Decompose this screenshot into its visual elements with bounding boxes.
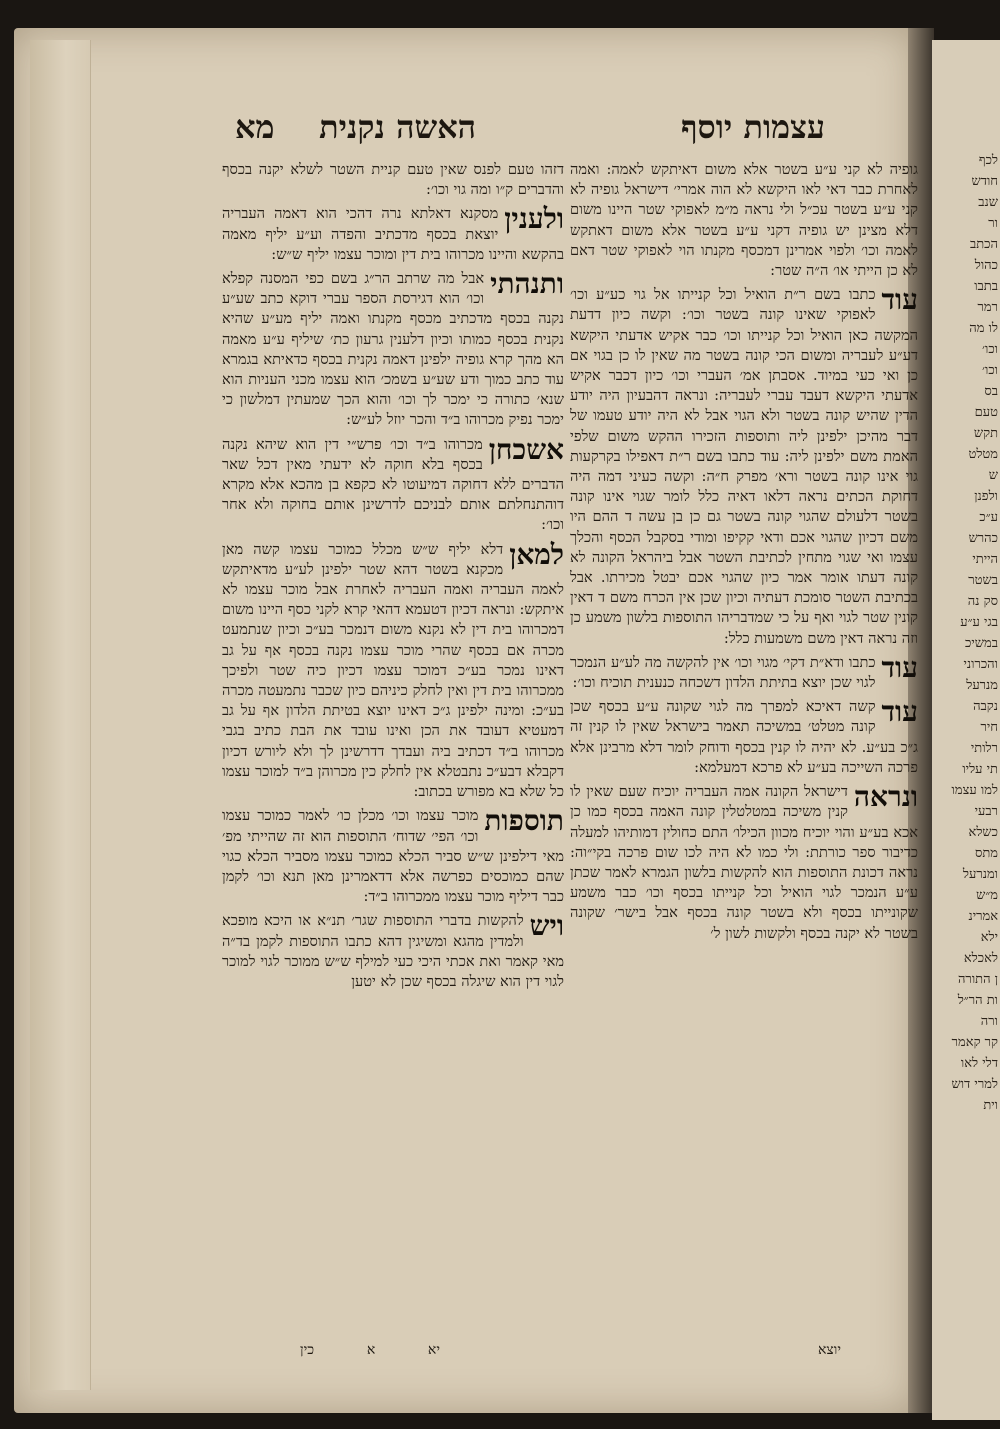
lead-word: ותנהתי	[490, 267, 564, 301]
facing-line: טעם	[974, 405, 998, 420]
lead-word: אשכחן	[488, 432, 564, 466]
facing-line: כהרש	[968, 531, 998, 546]
facing-line: מטלט	[968, 447, 998, 462]
signature-mark: א	[366, 1342, 376, 1358]
facing-line: תקש	[973, 426, 998, 441]
paragraph-text: אבל מה שרתב הר״ג בשם כפי המסנה קפלא וכו׳ הוא דגירסת הספר עברי דוקא כתב שע״ע נקנה בכסף מדכתיב מכסף מקנתו ואמה יליף מע״ע שהיא נקנית בכסף כמותו וכיון דלענין גרעון כת׳ שיליף ע״ע מאמה הא מהך קרא גופיה ילפינן דאמה נקנית בכסף כדאיתא בגמרא עוד כתב כמוך ודע שע״ע בשמכ׳ הוא עצמו מכני העניות הוא שנא׳ כתורה כי ימכר לך וכו׳ והוא הכך שמעתין דמלשון כי ימכר נפיק מכרוהו ב״ד והכר יוזל לע״ש:	[222, 270, 564, 429]
facing-line: במשיכ	[965, 636, 998, 651]
facing-line: הייתי	[972, 552, 998, 567]
facing-line: ור	[988, 216, 998, 231]
paragraph	[570, 650, 918, 693]
lead-word: עוד	[881, 695, 918, 729]
paragraph-text: דישראל הקונה אמה העבריה יוכיח שעם שאין לו קנין משיכה במטלטלין קונה האמה בכסף כמו כן אכא בע״ע והוי יוכיח מכוון הכילו׳ התם כחולין דמותיהו למעלה כדיבור ספר כורתת: ולי כמו לא היה לכו שום פרכה בקי״וה: נראה דכונת התוספות הוא להקשות בלשון הגמרא לאמר שכתן ע״ע הנמכר לגוי הואיל וכל קנייתו בכסף וכו׳ כבר משמע שקונייתו בכסף ולא בשטר קונה בכסף אבל בישר׳ שקונה בשטר לא יקנה בכסף ולקשות לשון ל׳	[570, 783, 918, 942]
facing-line: חודש	[971, 174, 998, 189]
facing-line: ומנרעל	[962, 867, 998, 882]
left-text-column	[222, 160, 564, 1330]
paragraph	[570, 160, 918, 281]
header-left-group	[235, 108, 476, 146]
page-edges	[30, 40, 91, 1390]
facing-line: לכף	[978, 153, 998, 168]
facing-line: לו מה	[969, 321, 998, 336]
facing-line: תי עליו	[962, 762, 998, 777]
paragraph-text: קשה דאיכא למפרך מה לגוי שקונה ע״ע בכסף שכן קונה מטלט׳ במשיכה תאמר בישראל שאין לו קנין זה ג״כ בע״ע. לא יהיה לו קנין בכסף ודוחק לומר דלא מרבינן אלא פרכה השייכה בע״ע לא פרכא דמעלמא:	[570, 698, 918, 776]
signature-mark: יא	[427, 1342, 440, 1358]
header-title-left: האשה נקנית	[319, 108, 477, 146]
facing-line: וכו׳	[981, 363, 998, 378]
facing-line: וית	[983, 1098, 998, 1113]
facing-line: בגי ע״ע	[960, 615, 998, 630]
paragraph-text: דלא יליף ש״ש מכלל כמוכר עצמו קשה מאן מכקנא בשטר דהא שטר ילפינן לע״ע מדאיתקש לאמה העבריה ואמה העבריה לאחרת אבל מוכר עצמו לא איתקש: ונראה דכיון דטעמא דהאי קרא לקני כסף היינו משום דמכרוהו בית דין לא נקנא משום דנמכר בע״כ וכיון שנתמעט מכרה אם בכסף שהרי מוכר עצמו נקנה בכסף אף על גב דאינו נמכר בע״כ דמוכר עצמו דכיון כיה שטר ולפיכך ממכרוהו בית דין ואין לחלק כיניהם כיון שכבר נתמעטה מכרה בע״כ: ומינה ילפינן ג״כ דאינו יוצא בטיתת הלדון אף על גב דמעטיא דעובד את הכן ואינו עובד את הבת כתיב בגבי מכרוהו ב״ד דכתיב ביה ועבדך דדרשינן לך ולא ליורש דכיון דקבלא דבע״כ נתבטלא אין לחלק כין מכרוהן ב״ד למוכר עצמו כל שלא בא מפורש בכתוב:	[222, 540, 564, 801]
facing-line: בתבו	[974, 279, 998, 294]
facing-line: מתס	[974, 846, 998, 861]
paragraph-text: כתבו בשם ר״ת הואיל וכל קנייתו אל גוי כע״ע וכו׳ לאפוקי שאינו קונה בשטר וכו׳: וקשה כיון דדעת המקשה כאן הואיל וכל קנייתו וכו׳ כבר אקיש אדעתי היקשא דע״ע לעבריה ומשום הכי קונה בשטר מה שאין לו כן בגוי אם כן ואי כעי במיוד. אסבתן אמ׳ העברי וכו׳ כיון דכבר אקיש אדעתי היקשא דעבד עברי לעבריה: ונראה דהבעיון היה יודע הדין שהיש קונה בשטר ולא הגוי אבל לא היה יודע טעמו של דבר מהיכן ילפינן ליה ותוספות הזכירו ההקש משום שלפי האמת משם ילפינן ליה: עוד כתבו בשם ר״ת דאפילו בקרקעות גוי אינו קונה בשטר ורא׳ מפרק ח״ה: וקשה כעיני דמה היה דחוקת הכתים נראה דלאו דאיה כלל לומר שגוי אינו קונה בשטר דלעולם שהגוי קונה בשטר גם כן בן עשה ד ההם היו משם דכיון שהגוי אכם ודאי קקיפו ומודי בסקבל הכסף והכלך עצמו ואי שגוי מתחין לכתיבת השטר אבל ביהראל הקונה לא קונה דעתו אומר אמר כיון שהגוי אכם יבטל מכירתו. אבל בכתיבת השטר סומכת דעתיה וכיון שכן אין הכרח משם ד דאין קונין שטר לגוי ואף על כי שמדבריהו התוספות בלשון משמע כן וזה נראה דאין משם משמעות כלל:	[570, 286, 918, 647]
facing-line: לאכלא	[963, 951, 998, 966]
facing-line: הכתב	[969, 237, 998, 252]
lead-word: עוד	[881, 650, 918, 684]
paragraph-text: מוכר עצמו וכו׳ מכלן כו׳ לאמר כמוכר עצמו וכו׳ הפי׳ שדוח׳ התוספות הוא זה שהייתי מפ׳ מאי דילפינן ש״ש סביר הכלא כמוכר עצמו מסביר הכלא כגוי שהם כמוכסים כפרשה אלא דדאמרינן מאן תנא וכו׳ לקמן כבר דיליף מוכר עצמו ממכרוהו ב״ד:	[222, 807, 564, 906]
paragraph	[222, 204, 564, 265]
paragraph-text: מסקנא דאלתא נרה דהכי הוא דאמה העבריה יוצאת בכסף מדכתיב והפדה וע״ע יליף מאמה בהקשא והיינו מכרוהו בית דין ומוכר עצמו יליף ש״ש:	[222, 205, 564, 263]
lead-word: ונראה	[853, 780, 918, 814]
facing-line: ילא	[980, 930, 998, 945]
facing-line: ש	[988, 468, 998, 483]
paragraph	[570, 697, 918, 778]
paragraph	[222, 269, 564, 431]
paragraph	[222, 911, 564, 992]
page-number: מא	[235, 108, 275, 146]
facing-line: ן התורה	[957, 972, 998, 987]
facing-line: והכרוני	[963, 657, 998, 672]
paragraph-text: מכרוהו ב״ד וכו׳ פרש״י דין הוא שיהא נקנה בכסף בלא חוקה לא ידעתי מאין דכל שאר הדברים ללא דחוקה דמיעוטו לא כקפא בן מהכא אלא מקרא דוהתנחלתם אותם לבניכם לדרשינן אותם בחוקה ולא אחר וכו׳:	[222, 435, 564, 534]
facing-line: אמרינ	[968, 909, 998, 924]
facing-line: רמר	[977, 300, 998, 315]
paragraph-text: דזהו טעם לפנס שאין טעם קניית השטר לשלא יקנה בכסף והדברים ק״ו ומה גוי וכו׳:	[222, 161, 564, 199]
facing-line: רבעי	[974, 804, 998, 819]
paragraph	[222, 806, 564, 907]
right-text-column	[570, 160, 918, 1330]
facing-line: ורה	[980, 1014, 998, 1029]
header-title-right: עצמות יוסף	[680, 108, 825, 146]
facing-line: חיר	[980, 720, 998, 735]
facing-line: רלותי	[970, 741, 998, 756]
lead-word: למאן	[509, 537, 564, 571]
lead-word: ויש	[529, 909, 564, 943]
facing-line: למרי דוש	[951, 1077, 998, 1092]
facing-line: מנרעל	[966, 678, 998, 693]
facing-line: נקבה	[973, 699, 998, 714]
running-header	[235, 108, 825, 158]
paragraph	[570, 782, 918, 944]
catchword-right: יוצא	[818, 1342, 841, 1358]
facing-line: דלי לאו	[960, 1056, 998, 1071]
facing-line: קר קאמר	[951, 1035, 998, 1050]
facing-line: כהול	[974, 258, 998, 273]
facing-line: שנב	[978, 195, 998, 210]
facing-line: בס	[984, 384, 998, 399]
paragraph-text: להקשות בדברי התוספות שגר׳ תנ״א או היכא מופכא ולמדין מהגא ומשיגין דהא כתבו התוספות לקמן בד״ה מאי קאמר ואת אכתי היכי כעי למילף ש״ש ממוכר לגוי למוכר לגוי דין הוא שיגלה בכסף שכן לא יטען	[222, 912, 564, 990]
facing-line: ולפנן	[974, 489, 998, 504]
facing-line: מ״ש	[976, 888, 998, 903]
facing-line: סק נה	[967, 594, 998, 609]
facing-line: וכו׳	[981, 342, 998, 357]
facing-line: בשטר	[968, 573, 998, 588]
facing-page-text	[934, 150, 998, 1350]
signature-mark: כין	[300, 1342, 315, 1358]
lead-word: תוספות	[484, 804, 564, 838]
paragraph	[222, 432, 564, 536]
signature-marks	[300, 1342, 440, 1359]
paragraph	[222, 537, 564, 803]
facing-line: ות הר״ל	[957, 993, 998, 1008]
paragraph-text: כתבו ודא״ת דקי׳ מגוי וכו׳ אין להקשה מה לע״ע הנמכר לגוי שכן יוצא בתיתת הלדון דשכחה כנענית תוכיח וכו׳:	[570, 653, 876, 692]
paragraph	[570, 285, 918, 649]
paragraph	[222, 160, 564, 200]
facing-line: ע״כ	[979, 510, 998, 525]
lead-word: עוד	[881, 283, 918, 317]
lead-word: ולענין	[504, 202, 564, 236]
paragraph-text: גופיה לא קני ע״ע בשטר אלא משום דאיתקש לאמה: ואמה לאחרת כבר דאי לאו היקשא לא הוה אמרי׳ דישראל גופיה לא קני ע״ע בשטר עכ״ל ולי נראה מ״מ לאפוקי שטר היינו משום דלא מצינן יש גופיה דקני ע״ע בשטר אלא משום דאתקש לאמה וכו׳ ולפוי אמרינן דמכסף מקנתו הוי לאפוקי שטר דאם לא כן הייתי או׳ ה״ה שטר:	[570, 161, 918, 280]
facing-line: כשלא	[968, 825, 998, 840]
facing-line: למו עצמו	[951, 783, 998, 798]
